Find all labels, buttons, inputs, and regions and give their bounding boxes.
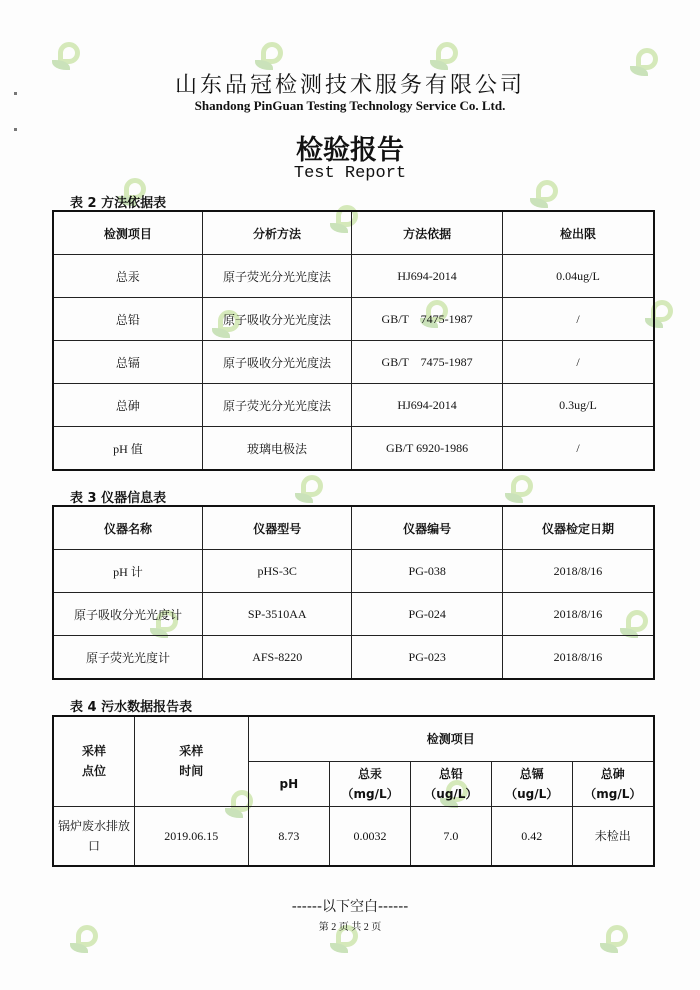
item-name: 总砷: [600, 766, 625, 781]
header-cell: 仪器编号: [352, 506, 502, 550]
cell-time: 2019.06.15: [135, 806, 249, 866]
cell: 2018/8/16: [502, 593, 654, 636]
cell: 原子吸收分光光度法: [202, 298, 351, 341]
cell: PG-023: [352, 636, 502, 680]
method-basis-table: [52, 210, 655, 471]
item-name: 总汞: [358, 766, 383, 781]
table-row: [53, 384, 654, 427]
header-cell: 方法依据: [352, 211, 503, 255]
cell: 0.04ug/L: [502, 255, 654, 298]
table-row: [53, 806, 654, 866]
header-cell: [410, 761, 491, 806]
header-cell: [491, 761, 572, 806]
table-row: [53, 427, 654, 471]
report-title-cn: 检验报告: [296, 135, 404, 166]
header-cell: 检出限: [502, 211, 654, 255]
cell: 原子荧光分光光度法: [202, 384, 351, 427]
cell: 原子荧光光度计: [53, 636, 202, 680]
item-unit: （ug/L）: [505, 786, 559, 801]
cell: 总砷: [53, 384, 202, 427]
table-header-row: [53, 716, 654, 761]
cell: /: [502, 298, 654, 341]
cell: GB/T 6920-1986: [352, 427, 503, 471]
cell: /: [502, 427, 654, 471]
cell: pH 计: [53, 550, 202, 593]
table-header-row: [53, 211, 654, 255]
report-title-en: Test Report: [293, 164, 407, 183]
cell: 总汞: [53, 255, 202, 298]
table-row: [53, 341, 654, 384]
wastewater-data-table: [52, 715, 655, 867]
cell: PG-024: [352, 593, 502, 636]
table3-caption: 表 3 仪器信息表: [70, 491, 167, 506]
cell: 2018/8/16: [502, 550, 654, 593]
item-name: pH: [279, 776, 299, 791]
item-unit: （mg/L）: [341, 786, 399, 801]
header-cell-time: [135, 716, 249, 806]
table-row: [53, 550, 654, 593]
cell-site: [53, 806, 135, 866]
watermark-logo-icon: [530, 180, 564, 214]
header-cell: 仪器型号: [202, 506, 352, 550]
item-name: 总镉: [519, 766, 544, 781]
header-cell: 分析方法: [202, 211, 351, 255]
blank-below-note: ------以下空白------: [291, 899, 409, 915]
item-name: 总铅: [438, 766, 463, 781]
cell: 0.0032: [330, 806, 411, 866]
cell: pHS-3C: [202, 550, 352, 593]
header-cell-group: 检测项目: [248, 716, 654, 761]
table-row: [53, 298, 654, 341]
header-cell: 仪器检定日期: [502, 506, 654, 550]
table-row: [53, 636, 654, 680]
header-line: 采样: [81, 744, 106, 759]
cell: HJ694-2014: [352, 384, 503, 427]
header-cell: [330, 761, 411, 806]
watermark-logo-icon: [295, 475, 329, 509]
cell: 7.0: [410, 806, 491, 866]
cell: AFS-8220: [202, 636, 352, 680]
table2-caption: 表 2 方法依据表: [70, 196, 167, 211]
cell: pH 值: [53, 427, 202, 471]
table-header-row: [53, 506, 654, 550]
header-cell: 仪器名称: [53, 506, 202, 550]
cell: GB/T 7475-1987: [352, 341, 503, 384]
header-line: 点位: [81, 764, 106, 779]
header-line: 时间: [179, 764, 204, 778]
header-line: 采样: [179, 744, 204, 758]
item-unit: （mg/L）: [584, 786, 642, 801]
cell: 总铅: [53, 298, 202, 341]
cell: 未检出: [572, 806, 654, 866]
cell: 总镉: [53, 341, 202, 384]
page-number: 第 2 页 共 2 页: [318, 922, 382, 933]
cell: /: [502, 341, 654, 384]
table4-caption: 表 4 污水数据报告表: [70, 700, 193, 715]
company-name-cn: 山东品冠检测技术服务有限公司: [174, 73, 525, 98]
cell: 原子荧光分光光度法: [202, 255, 351, 298]
cell: HJ694-2014: [352, 255, 503, 298]
item-unit: （ug/L）: [424, 786, 478, 801]
site-line: 锅炉废水排放: [57, 818, 130, 833]
instrument-info-table: [52, 505, 655, 680]
watermark-logo-icon: [505, 475, 539, 509]
cell: 2018/8/16: [502, 636, 654, 680]
cell: 原子吸收分光光度法: [202, 341, 351, 384]
site-line: 口: [87, 838, 100, 853]
company-name-en: Shandong PinGuan Testing Technology Service Co. Ltd.: [194, 98, 506, 113]
cell: SP-3510AA: [202, 593, 352, 636]
table-row: [53, 593, 654, 636]
header-cell: [572, 761, 654, 806]
cell: GB/T 7475-1987: [352, 298, 503, 341]
header-cell-site: [53, 716, 135, 806]
cell: 原子吸收分光光度计: [53, 593, 202, 636]
table-row: [53, 255, 654, 298]
cell: 0.42: [491, 806, 572, 866]
cell: 8.73: [248, 806, 330, 866]
cell: 玻璃电极法: [202, 427, 351, 471]
header-cell: 检测项目: [53, 211, 202, 255]
cell: PG-038: [352, 550, 502, 593]
header-cell: [248, 761, 330, 806]
cell: 0.3ug/L: [502, 384, 654, 427]
